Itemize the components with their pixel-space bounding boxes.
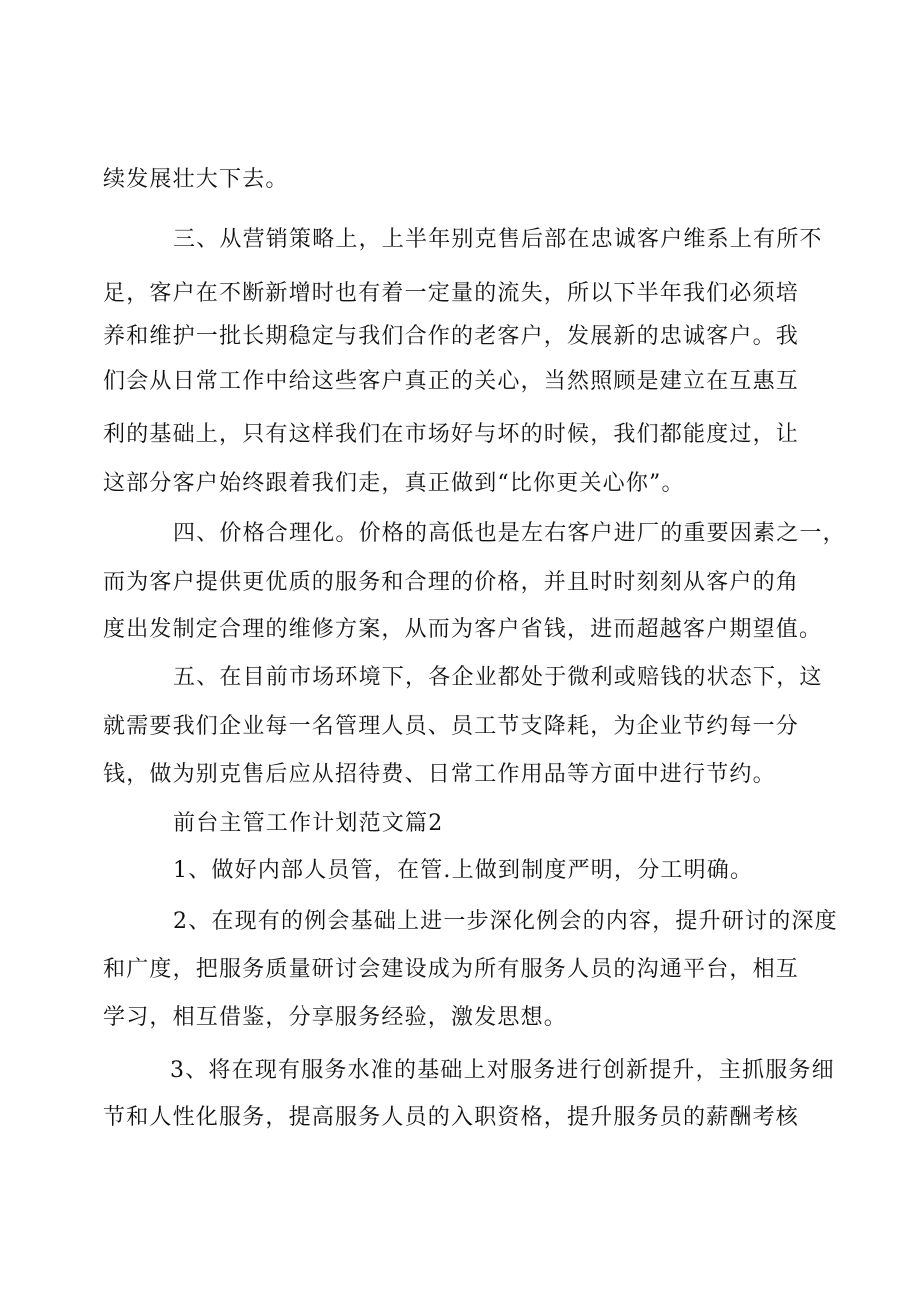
text-line: 四、价格合理化。价格的高低也是左右客户进厂的重要因素之一， [173, 521, 846, 546]
text-line: 三、从营销策略上，上半年别克售后部在忠诚客户维系上有所不 [173, 227, 823, 252]
text-line: 五、在目前市场环境下，各企业都处于微利或赔钱的状态下，这 [173, 665, 823, 690]
text-line: 们会从日常工作中给这些客户真正的关心，当然照顾是建立在互惠互 [103, 369, 800, 394]
text-line: 度出发制定合理的维修方案，从而为客户省钱，进而超越客户期望值。 [103, 617, 823, 642]
text-line: 节和人性化服务，提高服务人员的入职资格，提升服务员的薪酬考核 [103, 1105, 800, 1130]
section-heading: 前台主管工作计划范文篇2 [173, 811, 444, 836]
text-line: 续发展壮大下去。 [103, 167, 289, 192]
text-line: 利的基础上，只有这样我们在市场好与坏的时候，我们都能度过，让 [103, 422, 800, 447]
text-line: 养和维护一批长期稳定与我们合作的老客户，发展新的忠诚客户。我 [103, 324, 800, 349]
text-line: 学习，相互借鉴，分享服务经验，激发思想。 [103, 1005, 568, 1030]
text-line: 和广度，把服务质量研讨会建设成为所有服务人员的沟通平台，相互 [103, 957, 800, 982]
text-line: 1、做好内部人员管，在管.上做到制度严明，分工明确。 [173, 858, 754, 883]
text-line: 就需要我们企业每一名管理人员、员工节支降耗，为企业节约每一分 [103, 714, 800, 739]
text-line: 足，客户在不断新增时也有着一定量的流失，所以下半年我们必须培 [103, 281, 800, 306]
text-line: 2、在现有的例会基础上进一步深化例会的内容，提升研讨的深度 [173, 909, 838, 934]
text-line: 3、将在现有服务水准的基础上对服务进行创新提升，主抓服务细 [170, 1058, 835, 1083]
text-line: 钱，做为别克售后应从招待费、日常工作用品等方面中进行节约。 [103, 762, 776, 787]
text-line: 而为客户提供更优质的服务和合理的价格，并且时时刻刻从客户的角 [103, 570, 800, 595]
text-line: 这部分客户始终跟着我们走，真正做到“比你更关心你”。 [103, 471, 685, 496]
